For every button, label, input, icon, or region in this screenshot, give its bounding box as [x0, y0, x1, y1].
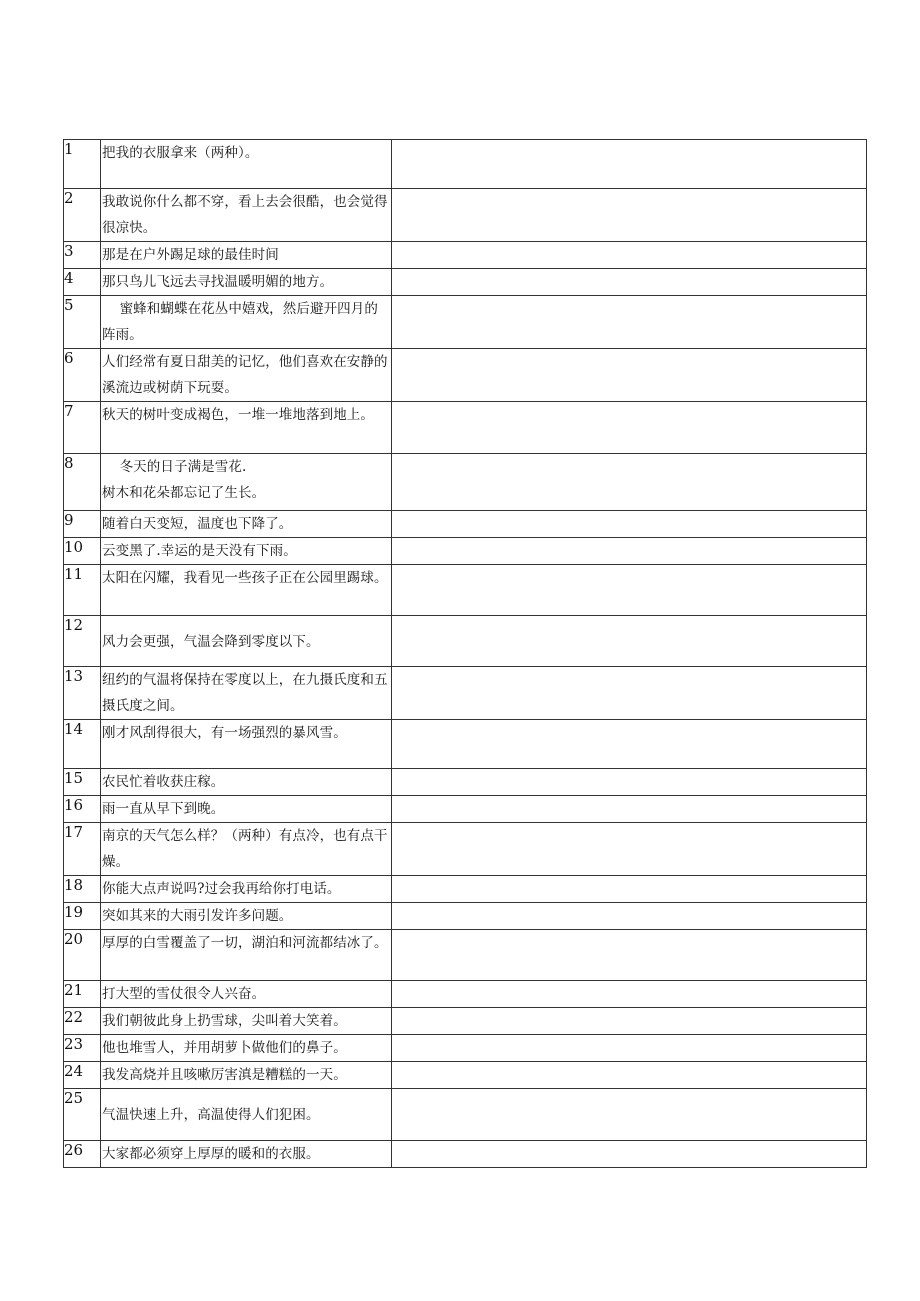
table-row — [64, 349, 867, 402]
table-row — [64, 796, 867, 823]
row-number: 24 — [64, 1062, 101, 1089]
table-row — [64, 1141, 867, 1168]
answer-cell[interactable] — [392, 242, 867, 269]
table-row — [64, 903, 867, 930]
row-number: 15 — [64, 769, 101, 796]
source-sentence: 冬天的日子满是雪花. 树木和花朵都忘记了生长。 — [101, 454, 392, 511]
answer-cell[interactable] — [392, 769, 867, 796]
row-number: 2 — [64, 189, 101, 242]
source-sentence: 我敢说你什么都不穿，看上去会很酷，也会觉得很凉快。 — [101, 189, 392, 242]
table-row — [64, 269, 867, 296]
row-number: 16 — [64, 796, 101, 823]
source-sentence: 太阳在闪耀，我看见一些孩子正在公园里踢球。 — [101, 565, 392, 616]
table-row — [64, 769, 867, 796]
answer-cell[interactable] — [392, 538, 867, 565]
source-sentence: 风力会更强，气温会降到零度以下。 — [101, 616, 392, 667]
answer-cell[interactable] — [392, 1141, 867, 1168]
answer-cell[interactable] — [392, 402, 867, 454]
answer-cell[interactable] — [392, 981, 867, 1008]
source-sentence: 随着白天变短，温度也下降了。 — [101, 511, 392, 538]
source-sentence: 你能大点声说吗?过会我再给你打电话。 — [101, 876, 392, 903]
table-row — [64, 876, 867, 903]
row-number: 6 — [64, 349, 101, 402]
table-row — [64, 1062, 867, 1089]
row-number: 4 — [64, 269, 101, 296]
source-sentence: 我们朝彼此身上扔雪球，尖叫着大笑着。 — [101, 1008, 392, 1035]
answer-cell[interactable] — [392, 140, 867, 189]
table-row — [64, 667, 867, 720]
source-sentence: 大家都必须穿上厚厚的暖和的衣服。 — [101, 1141, 392, 1168]
source-sentence: 打大型的雪仗很令人兴奋。 — [101, 981, 392, 1008]
row-number: 14 — [64, 720, 101, 769]
row-number: 17 — [64, 823, 101, 876]
source-sentence: 厚厚的白雪覆盖了一切，湖泊和河流都结冰了。 — [101, 930, 392, 981]
answer-cell[interactable] — [392, 349, 867, 402]
row-number: 5 — [64, 296, 101, 349]
answer-cell[interactable] — [392, 454, 867, 511]
source-sentence: 农民忙着收获庄稼。 — [101, 769, 392, 796]
answer-cell[interactable] — [392, 1035, 867, 1062]
answer-cell[interactable] — [392, 616, 867, 667]
table-row — [64, 511, 867, 538]
answer-cell[interactable] — [392, 903, 867, 930]
source-sentence: 云变黑了.幸运的是天没有下雨。 — [101, 538, 392, 565]
source-sentence: 雨一直从早下到晚。 — [101, 796, 392, 823]
source-sentence: 纽约的气温将保持在零度以上，在九摄氏度和五摄氏度之间。 — [101, 667, 392, 720]
answer-cell[interactable] — [392, 1062, 867, 1089]
row-number: 9 — [64, 511, 101, 538]
answer-cell[interactable] — [392, 189, 867, 242]
answer-cell[interactable] — [392, 296, 867, 349]
table-row — [64, 1035, 867, 1062]
row-number: 20 — [64, 930, 101, 981]
row-number: 23 — [64, 1035, 101, 1062]
source-sentence: 蜜蜂和蝴蝶在花丛中嬉戏，然后避开四月的阵雨。 — [101, 296, 392, 349]
row-number: 8 — [64, 454, 101, 511]
answer-cell[interactable] — [392, 823, 867, 876]
table-row — [64, 454, 867, 511]
answer-cell[interactable] — [392, 1089, 867, 1141]
row-number: 10 — [64, 538, 101, 565]
source-sentence: 突如其来的大雨引发许多问题。 — [101, 903, 392, 930]
table-row — [64, 402, 867, 454]
row-number: 25 — [64, 1089, 101, 1141]
row-number: 13 — [64, 667, 101, 720]
row-number: 3 — [64, 242, 101, 269]
source-sentence: 那只鸟儿飞远去寻找温暖明媚的地方。 — [101, 269, 392, 296]
row-number: 11 — [64, 565, 101, 616]
answer-cell[interactable] — [392, 667, 867, 720]
table-row — [64, 242, 867, 269]
answer-cell[interactable] — [392, 930, 867, 981]
source-sentence: 刚才风刮得很大，有一场强烈的暴风雪。 — [101, 720, 392, 769]
row-number: 19 — [64, 903, 101, 930]
table-row — [64, 930, 867, 981]
row-number: 22 — [64, 1008, 101, 1035]
source-sentence: 把我的衣服拿来（两种）。 — [101, 140, 392, 189]
row-number: 1 — [64, 140, 101, 189]
answer-cell[interactable] — [392, 720, 867, 769]
translation-table — [63, 139, 867, 1168]
table-row — [64, 1089, 867, 1141]
source-sentence: 秋天的树叶变成褐色，一堆一堆地落到地上。 — [101, 402, 392, 454]
source-sentence: 我发高烧并且咳嗽厉害滇是糟糕的一天。 — [101, 1062, 392, 1089]
table-row — [64, 981, 867, 1008]
source-sentence: 人们经常有夏日甜美的记忆，他们喜欢在安静的溪流边或树荫下玩耍。 — [101, 349, 392, 402]
table-row — [64, 140, 867, 189]
table-row — [64, 616, 867, 667]
source-sentence: 那是在户外踢足球的最佳时间 — [101, 242, 392, 269]
answer-cell[interactable] — [392, 796, 867, 823]
answer-cell[interactable] — [392, 565, 867, 616]
row-number: 21 — [64, 981, 101, 1008]
source-sentence: 南京的天气怎么样？（两种）有点冷，也有点干燥。 — [101, 823, 392, 876]
table-row — [64, 1008, 867, 1035]
source-sentence: 气温快速上升，高温使得人们犯困。 — [101, 1089, 392, 1141]
answer-cell[interactable] — [392, 1008, 867, 1035]
table-row — [64, 823, 867, 876]
row-number: 18 — [64, 876, 101, 903]
table-row — [64, 565, 867, 616]
answer-cell[interactable] — [392, 269, 867, 296]
table-row — [64, 720, 867, 769]
source-sentence: 他也堆雪人，并用胡萝卜做他们的鼻子。 — [101, 1035, 392, 1062]
row-number: 26 — [64, 1141, 101, 1168]
table-row — [64, 189, 867, 242]
row-number: 7 — [64, 402, 101, 454]
answer-cell[interactable] — [392, 511, 867, 538]
answer-cell[interactable] — [392, 876, 867, 903]
table-row — [64, 538, 867, 565]
row-number: 12 — [64, 616, 101, 667]
table-row — [64, 296, 867, 349]
